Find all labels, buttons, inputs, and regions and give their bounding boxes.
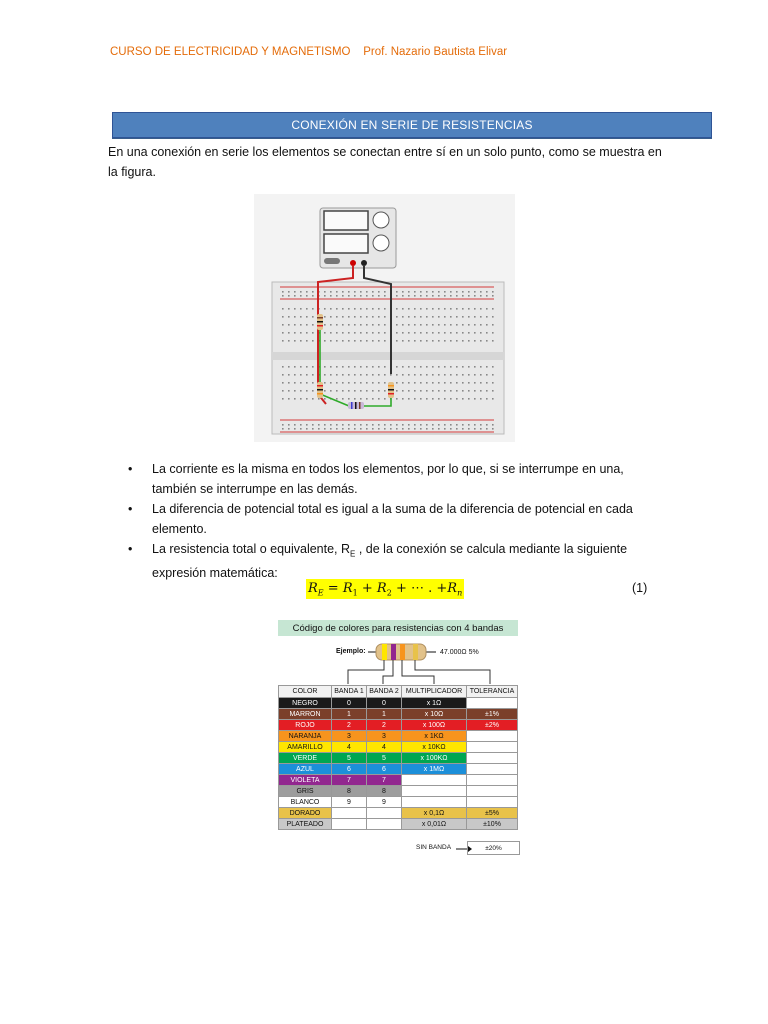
power-supply-icon bbox=[320, 208, 396, 268]
sin-banda-tolerance: ±20% bbox=[467, 841, 520, 855]
band2-cell: 3 bbox=[367, 731, 402, 742]
color-cell: DORADO bbox=[279, 808, 332, 819]
band2-cell: 1 bbox=[367, 709, 402, 720]
section-title-banner: CONEXIÓN EN SERIE DE RESISTENCIAS bbox=[112, 112, 712, 138]
color-cell: NARANJA bbox=[279, 731, 332, 742]
tolerance-cell: ±5% bbox=[467, 808, 518, 819]
col-header: BANDA 2 bbox=[367, 686, 402, 698]
color-code-title: Código de colores para resistencias con 4 bandas bbox=[278, 620, 518, 636]
band1-cell: 3 bbox=[332, 731, 367, 742]
bullet-item bbox=[108, 500, 668, 539]
bullet-list bbox=[108, 460, 668, 585]
resistor-color-code-chart bbox=[276, 620, 520, 856]
multiplier-cell: x 10KΩ bbox=[402, 742, 467, 753]
resistor-r4 bbox=[388, 382, 394, 398]
multiplier-cell: x 10Ω bbox=[402, 709, 467, 720]
bullet-symbol: • bbox=[128, 542, 133, 556]
multiplier-cell: x 100KΩ bbox=[402, 753, 467, 764]
table-row bbox=[279, 742, 518, 753]
multiplier-cell bbox=[402, 797, 467, 808]
band1-cell: 2 bbox=[332, 720, 367, 731]
intro-paragraph: En una conexión en serie los elementos se conectan entre sí en un solo punto, como se muestra en la figura. bbox=[108, 145, 662, 179]
tolerance-cell bbox=[467, 742, 518, 753]
color-cell: AMARILLO bbox=[279, 742, 332, 753]
breadboard-illustration bbox=[254, 194, 515, 442]
bullet-item bbox=[108, 460, 668, 499]
tolerance-cell bbox=[467, 786, 518, 797]
multiplier-cell: x 0,01Ω bbox=[402, 819, 467, 830]
band2-cell: 6 bbox=[367, 764, 402, 775]
color-cell: NEGRO bbox=[279, 698, 332, 709]
document-header: CURSO DE ELECTRICIDAD Y MAGNETISMO Prof. Nazario Bautista Elivar bbox=[110, 46, 508, 58]
tolerance-cell bbox=[467, 698, 518, 709]
band2-cell: 8 bbox=[367, 786, 402, 797]
band1-cell: 6 bbox=[332, 764, 367, 775]
breadboard bbox=[272, 282, 504, 434]
table-row bbox=[279, 709, 518, 720]
tolerance-cell bbox=[467, 731, 518, 742]
table-row bbox=[279, 808, 518, 819]
col-header: BANDA 1 bbox=[332, 686, 367, 698]
color-cell: PLATEADO bbox=[279, 819, 332, 830]
tolerance-cell bbox=[467, 775, 518, 786]
multiplier-cell: x 1MΩ bbox=[402, 764, 467, 775]
color-cell: MARRON bbox=[279, 709, 332, 720]
band2-cell: 2 bbox=[367, 720, 402, 731]
multiplier-cell: x 1Ω bbox=[402, 698, 467, 709]
sin-banda-label: SIN BANDA bbox=[416, 844, 452, 851]
table-row bbox=[279, 797, 518, 808]
bullet-text-after: , de la conexión se calcula mediante la siguiente expresión matemática: bbox=[152, 542, 628, 580]
color-cell: GRIS bbox=[279, 786, 332, 797]
resistor-r1 bbox=[317, 314, 323, 330]
multiplier-cell bbox=[402, 786, 467, 797]
bullet-symbol: • bbox=[128, 462, 133, 476]
tolerance-cell bbox=[467, 797, 518, 808]
color-cell: ROJO bbox=[279, 720, 332, 731]
multiplier-cell bbox=[402, 775, 467, 786]
bullet-symbol: • bbox=[128, 502, 133, 516]
tolerance-cell bbox=[467, 764, 518, 775]
tolerance-cell bbox=[467, 753, 518, 764]
band1-cell: 8 bbox=[332, 786, 367, 797]
table-row bbox=[279, 753, 518, 764]
band2-cell bbox=[367, 819, 402, 830]
bullet-item bbox=[108, 540, 668, 584]
example-label: Ejemplo: bbox=[336, 648, 366, 655]
color-cell: VERDE bbox=[279, 753, 332, 764]
col-header: TOLERANCIA bbox=[467, 686, 518, 698]
resistor-r3 bbox=[348, 402, 364, 409]
table-row bbox=[279, 698, 518, 709]
band1-cell: 0 bbox=[332, 698, 367, 709]
color-cell: BLANCO bbox=[279, 797, 332, 808]
equation-formula: $R_E = R_1 + R_2$ + ⋯ . $+R_n$ bbox=[308, 581, 463, 598]
col-header: COLOR bbox=[279, 686, 332, 698]
band1-cell: 1 bbox=[332, 709, 367, 720]
band1-cell bbox=[332, 808, 367, 819]
band2-cell: 5 bbox=[367, 753, 402, 764]
table-row bbox=[279, 731, 518, 742]
multiplier-cell: x 100Ω bbox=[402, 720, 467, 731]
table-row bbox=[279, 764, 518, 775]
col-header: MULTIPLICADOR bbox=[402, 686, 467, 698]
tolerance-cell: ±2% bbox=[467, 720, 518, 731]
bullet-subscript: E bbox=[350, 549, 356, 559]
color-cell: VIOLETA bbox=[279, 775, 332, 786]
equation-number: (1) bbox=[632, 581, 648, 595]
bullet-text: La diferencia de potencial total es igual a la suma de la diferencia de potencial en cada elemento. bbox=[152, 502, 633, 536]
band2-cell: 4 bbox=[367, 742, 402, 753]
tolerance-cell: ±1% bbox=[467, 709, 518, 720]
table-row bbox=[279, 819, 518, 830]
band2-cell: 0 bbox=[367, 698, 402, 709]
example-value: 47.000Ω 5% bbox=[440, 649, 479, 656]
multiplier-cell: x 1KΩ bbox=[402, 731, 467, 742]
table-row bbox=[279, 775, 518, 786]
color-cell: AZUL bbox=[279, 764, 332, 775]
band1-cell: 4 bbox=[332, 742, 367, 753]
breadboard-figure bbox=[254, 194, 515, 442]
band2-cell: 9 bbox=[367, 797, 402, 808]
band2-cell bbox=[367, 808, 402, 819]
bullet-text: La corriente es la misma en todos los elementos, por lo que, si se interrumpe en una, también se interrumpe en las demás. bbox=[152, 462, 624, 496]
band2-cell: 7 bbox=[367, 775, 402, 786]
resistor-r2 bbox=[317, 382, 323, 398]
bullet-text-before: La resistencia total o equivalente, R bbox=[152, 542, 351, 556]
color-code-table bbox=[278, 685, 518, 830]
band1-cell: 9 bbox=[332, 797, 367, 808]
table-row bbox=[279, 786, 518, 797]
band1-cell bbox=[332, 819, 367, 830]
band1-cell: 5 bbox=[332, 753, 367, 764]
band1-cell: 7 bbox=[332, 775, 367, 786]
multiplier-cell: x 0,1Ω bbox=[402, 808, 467, 819]
resistor-example-icon bbox=[276, 638, 520, 688]
table-row bbox=[279, 720, 518, 731]
tolerance-cell: ±10% bbox=[467, 819, 518, 830]
